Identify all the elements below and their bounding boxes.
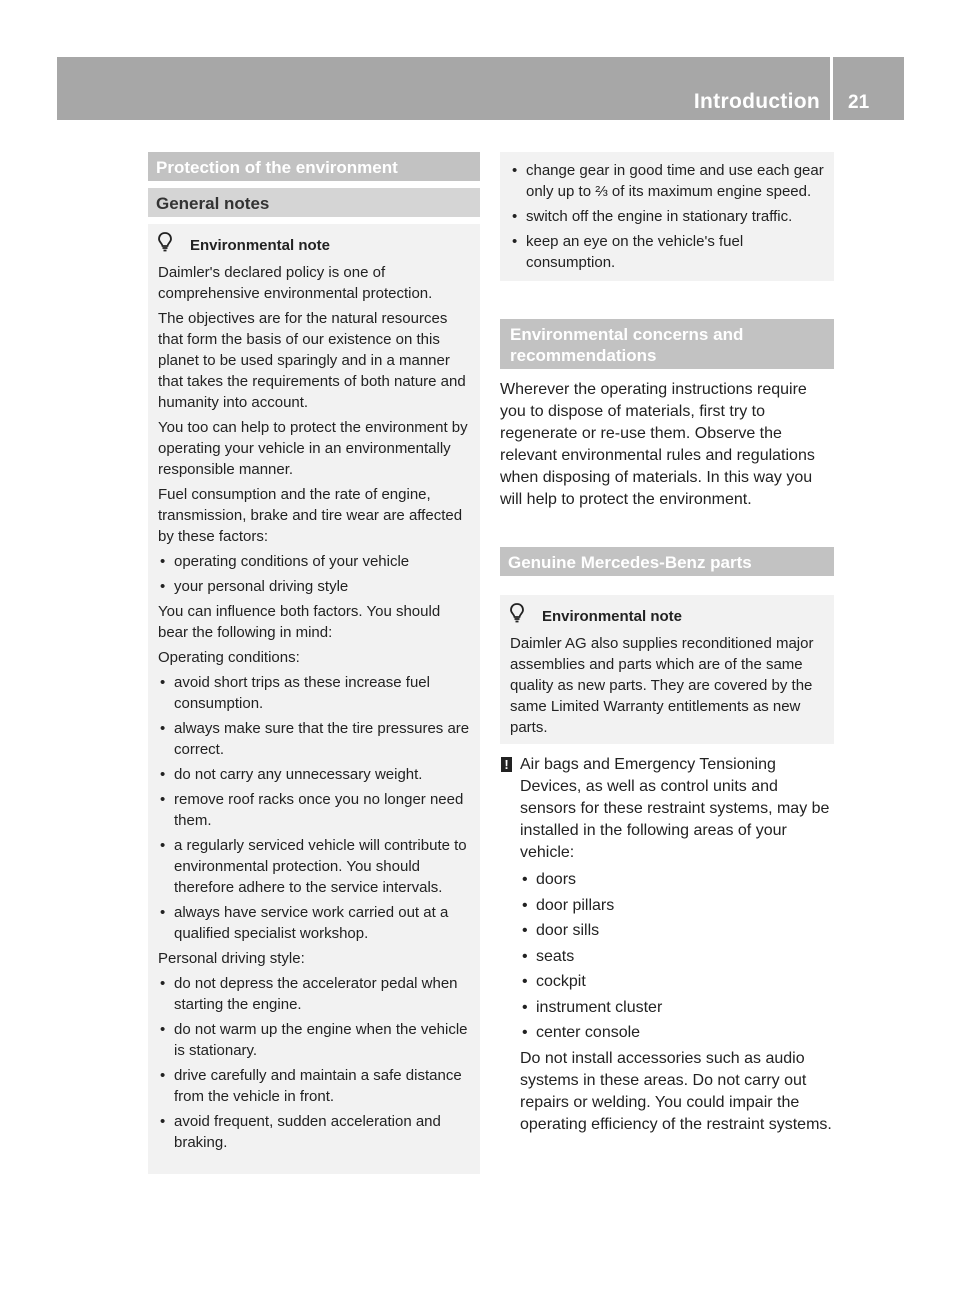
parts-note-box — [500, 595, 834, 744]
list-item: • your personal driving style — [158, 576, 472, 597]
paragraph: Daimler's declared policy is one of comprehensive environmental protection. — [158, 264, 433, 302]
list-item: • center console — [520, 1022, 834, 1044]
concerns-title: Environmental concerns and recommendations — [500, 319, 834, 369]
paragraph: Personal driving style: — [158, 950, 305, 967]
spacer — [500, 511, 834, 547]
warning-outro: Do not install accessories such as audio systems in these areas. Do not carry out repairs or welding. You could impair the operating efficiency of the restraint systems. — [520, 1049, 832, 1133]
list-item: • switch off the engine in stationary traffic. — [510, 206, 826, 227]
list-item: • door sills — [520, 920, 834, 942]
left-column — [148, 152, 480, 1174]
page-number: 21 — [848, 92, 870, 113]
warning-intro: Air bags and Emergency Tensioning Devices, as well as control units and sensors for these restraint systems, may be installed in the following areas of your vehicle: — [520, 756, 830, 861]
driving-style-list-continued — [510, 160, 826, 273]
lightbulb-icon — [158, 232, 178, 258]
list-item: • do not carry any unnecessary weight. — [158, 764, 472, 785]
spacer — [500, 281, 834, 319]
list-item: • do not depress the accelerator pedal when starting the engine. — [158, 973, 472, 1015]
lightbulb-icon — [510, 603, 530, 629]
spacer — [500, 576, 834, 595]
list-item: • remove roof racks once you no longer need them. — [158, 789, 472, 831]
list-item: • seats — [520, 946, 834, 968]
chapter-title: Introduction — [693, 90, 820, 113]
warning-block — [500, 754, 834, 1136]
driving-style-list — [158, 973, 472, 1153]
concerns-text: Wherever the operating instructions require you to dispose of materials, first try to regenerate or re-use them. Observe the relevant environmental rules and regulations when disposing of materials. In this way you will help to protect the environment. — [500, 381, 815, 508]
paragraph: Operating conditions: — [158, 649, 300, 666]
note-heading: Environmental note — [542, 607, 683, 625]
note-heading: Environmental note — [190, 236, 331, 254]
areas-list — [520, 869, 834, 1044]
paragraph: Daimler AG also supplies reconditioned major assemblies and parts which are of the same quality as new parts. They are covered by the same Limited Warranty entitlements as new parts. — [510, 635, 814, 736]
list-item: • keep an eye on the vehicle's fuel consumption. — [510, 231, 826, 273]
warning-body — [520, 754, 834, 1136]
list-item: • instrument cluster — [520, 997, 834, 1019]
paragraph: The objectives are for the natural resources that form the basis of our existence on this planet to be used sparingly and in a manner that takes the requirements of both nature and humanity into account. — [158, 310, 466, 411]
list-item: • always make sure that the tire pressures are correct. — [158, 718, 472, 760]
spacer — [148, 181, 480, 188]
list-item: • avoid frequent, sudden acceleration and braking. — [158, 1111, 472, 1153]
header-divider — [830, 57, 833, 120]
list-item: • do not warm up the engine when the vehicle is stationary. — [158, 1019, 472, 1061]
right-column — [500, 152, 834, 1136]
factors-list — [158, 551, 472, 597]
spacer — [148, 217, 480, 224]
environmental-note-box — [148, 224, 480, 1174]
list-item: • door pillars — [520, 895, 834, 917]
list-item: • drive carefully and maintain a safe distance from the vehicle in front. — [158, 1065, 472, 1107]
list-item: • change gear in good time and use each gear only up to ⅔ of its maximum engine speed. — [510, 160, 826, 202]
note-heading-row — [158, 232, 472, 258]
paragraph: You can influence both factors. You should bear the following in mind: — [158, 603, 441, 641]
operating-conditions-list — [158, 672, 472, 944]
subsection-title: General notes — [148, 188, 480, 217]
list-item: • avoid short trips as these increase fuel consumption. — [158, 672, 472, 714]
exclamation-icon: ! — [501, 757, 512, 772]
note-heading-row — [510, 603, 826, 629]
list-item: • doors — [520, 869, 834, 891]
parts-title: Genuine Mercedes-Benz parts — [500, 547, 834, 576]
section-title: Protection of the environment — [148, 152, 480, 181]
continued-note-box — [500, 152, 834, 281]
list-item: • operating conditions of your vehicle — [158, 551, 472, 572]
list-item: • always have service work carried out at a qualified specialist workshop. — [158, 902, 472, 944]
paragraph: You too can help to protect the environment by operating your vehicle in an environmentally responsible manner. — [158, 419, 468, 478]
page-header — [57, 57, 904, 120]
spacer — [500, 369, 834, 379]
list-item: • a regularly serviced vehicle will contribute to environmental protection. You should therefore adhere to the service intervals. — [158, 835, 472, 898]
paragraph: Fuel consumption and the rate of engine, transmission, brake and tire wear are affected by these factors: — [158, 486, 463, 545]
list-item: • cockpit — [520, 971, 834, 993]
